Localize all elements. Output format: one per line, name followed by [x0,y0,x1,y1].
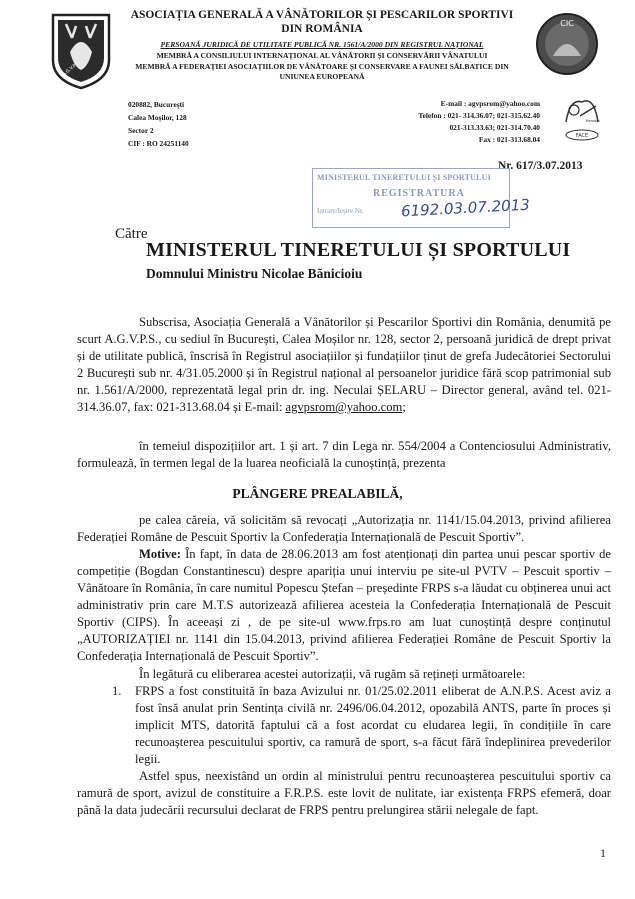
membership-face: MEMBRĂ A FEDERAȚIEI ASOCIAȚIILOR DE VÂNĂTOARE ȘI CONSERVARE A FAUNEI SĂLBATICE DIN UNIUNEA EUROPEANĂ [135,62,509,81]
paragraph-intro: Subscrisa, Asociația Generală a Vânătorilor și Pescarilor Sportivi din România, denumită pe scurt A.G.V.P.S., cu sediul în București, Calea Moșilor nr. 128, sector 2, persoană juridică de drept privat și de utilitate publică, înscrisă în Registrul asociațiilor și fundațiilor ținut de grefa Judecătoriei Sectorului 2 București sub nr. 4/31.05.2000 și în Registrul național al persoanelor juridice fără scop patrimonial sub nr. 1.561/A/2000, reprezentată legal prin dr. ing. Neculai ȘELARU – Director general, având tel. 021-314.36.07, fax: 021-313.68.04 și E-mail: agvpsrom@yahoo.com; [77,315,611,414]
motives-text: În fapt, în data de 28.06.2013 am fost atenționați din partea unui pescar sportiv de competiție (Bogdan Constantinescu) despre apariția unui interviu pe site-ul PVTV – Pescuit sportiv – Vânătoare în România, în care numitul Popescu Ștefan – președinte FRPS s-a lăudat cu obținerea unui act administrativ prin care M.T.S autorizează afilierea acesteia la Confederația Internațională de Pescuit Sportiv (CIPS). În aceeași zi , de pe site-ul www.frps.ro am luat cunoștință despre conținutul „AUTORIZAȚIEI nr. 1141 din 15.04.2013, privind afilierea Federației Române de Pescuit Sportiv la Confederația Internațională de Pescuit Sportiv”. [77,547,611,663]
contact-phone-2: 021-313.33.63; 021-314.70.40 [449,123,540,132]
complaint-title: PLÂNGERE PREALABILĂ, [232,486,403,501]
paragraph-request [77,512,611,546]
conclusion-text: Astfel spus, neexistând un ordin al ministrului pentru recunoașterea pescuitului sportiv ca ramură de sport, avizul de constituire a F.R.P.S. este lovit de nulitate, iar existența FRPS efemeră, doar până la data judecării recursului declarat de FRPS pentru prelungirea stării nelegale de fapt. [77,769,611,817]
intro-text: Subscrisa, Asociația Generală a Vânătorilor și Pescarilor Sportivi din România, denumită pe scurt A.G.V.P.S., cu sediul în București, Calea Moșilor nr. 128, sector 2, persoană juridică de drept privat și de utilitate publică, înscrisă în Registrul asociațiilor și fundațiilor ținut de grefa Judecătoriei Sectorului 2 București sub nr. 4/31.05.2000 și în Registrul național al persoanelor juridice fără scop patrimonial sub nr. 1.561/A/2000, reprezentată legal prin dr. ing. Neculai ȘELARU – Director general, având tel. 021-314.36.07, fax: 021-313.68.04 și E-mail: [77,315,611,414]
stamp-registry: REGISTRATURA [373,188,465,199]
recipient-to: Către [115,226,148,242]
cic-logo-text: CIC [560,19,574,28]
paragraph-conclusion [77,768,611,819]
motives-label: Motive: [139,547,181,561]
legal-status: PERSOANĂ JURIDICĂ DE UTILITATE PUBLICĂ NR. 1561/A/2000 DIN REGISTRUL NAȚIONAL [160,40,484,49]
notes-text: În legătură cu eliberarea acestei autorizații, vă rugăm să rețineți următoarele: [139,667,526,681]
paragraph-motives [77,546,611,665]
email-link[interactable]: agvpsrom@yahoo.com [285,400,403,414]
stamp-handwritten-number: 6192.03.07.2013 [400,195,531,221]
ministry-name: MINISTERUL TINERETULUI ȘI SPORTULUI [146,239,571,261]
contact-fax: Fax : 021-313.68.04 [478,135,540,144]
request-text: pe calea căreia, vă solicităm să revocați „Autorizația nr. 1141/15.04.2013, privind afilierea Federației Române de Pescuit Sportiv la Confederația Internațională de Pescuit Sportiv”. [77,513,611,544]
address-line: Sector 2 [128,126,154,135]
address-block [128,100,189,149]
registry-stamp [312,168,531,228]
cic-logo [535,12,599,76]
address-line: 020882, București [128,100,185,109]
stamp-ministry: MINISTERUL TINERETULUI ȘI SPORTULUI [317,173,491,182]
agvps-logo [50,12,112,90]
document-number: Nr. 617/3.07.2013 [498,160,583,172]
list-item [112,683,611,768]
face-logo-text: FACE [575,133,589,139]
address-line: Calea Moșilor, 128 [128,113,187,122]
face-logo [560,92,604,142]
contact-block [380,99,540,145]
membership-cic: MEMBRĂ A CONSILIULUI INTERNAȚIONAL AL VÂNĂTORII ȘI CONSERVĂRII VÂNATULUI [156,51,488,60]
svg-text:A.G.V.P.S.: A.G.V.P.S. [62,60,82,78]
paragraph-legal-basis [77,438,611,472]
page-number: 1 [600,846,606,860]
legal-basis-text: în temeiul dispozițiilor art. 1 și art. 7 din Lega nr. 554/2004 a Contenciosului Administrativ, formulează, în termen legal de la luarea neoficială la cunoștință, prezenta [77,439,611,470]
minister-name: Domnului Ministru Nicolae Bănicioiu [146,266,363,281]
list-item-text: FRPS a fost constituită în baza Avizului nr. 01/25.02.2011 eliberat de A.N.P.S. Acest aviz a fost însă anulat prin Sentința civilă nr. 2496/06.04.2012, opozabilă ANTS, parte în proces și implicit MTS, datorită faptului că a fost acordat cu eludarea legii, în condițiile în care recunoașterea pescuitului sportiv, ca ramură de sport, s-a făcut fără îndeplinirea prevederilor legii. [135,684,611,766]
contact-email: E-mail : agvpsrom@yahoo.com [440,99,540,108]
paragraph-notes [77,666,611,683]
list-item-number: 1. [112,684,122,698]
organization-name: ASOCIAȚIA GENERALĂ A VÂNĂTORILOR ȘI PESCARILOR SPORTIVI DIN ROMÂNIA [130,9,514,35]
stamp-entry-label: Intrare/Ieșire Nr. [317,207,364,215]
face-member-text: Member [585,119,600,123]
contact-phone: Telefon : 021- 314.36.07; 021-315.62.40 [418,111,540,120]
address-line: CIF : RO 24251140 [128,139,189,148]
